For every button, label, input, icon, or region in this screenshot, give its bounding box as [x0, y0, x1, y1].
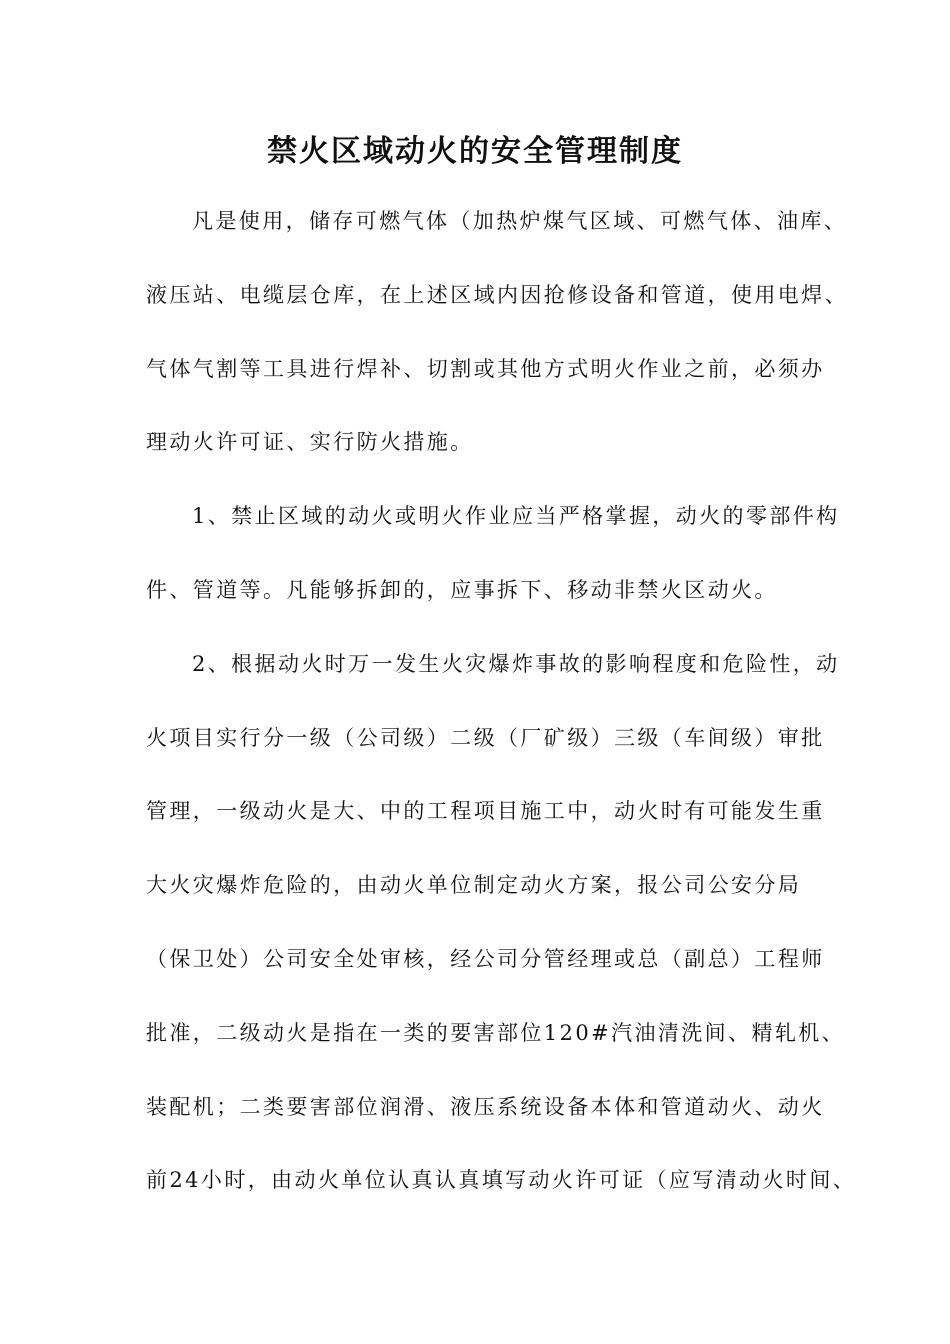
- paragraph-line: （保卫处）公司安全处审核，经公司分管经理或总（副总）工程师: [146, 946, 825, 971]
- paragraph-line: 2、根据动火时万一发生火灾爆炸事故的影响程度和危险性，动: [192, 651, 840, 676]
- paragraph-line: 1、禁止区域的动火或明火作业应当严格掌握，动火的零部件构: [192, 504, 840, 529]
- paragraph-line: 管理，一级动火是大、中的工程项目施工中，动火时有可能发生重: [146, 799, 825, 824]
- paragraph-line: 大火灾爆炸危险的，由动火单位制定动火方案，报公司公安分局: [146, 873, 802, 898]
- paragraph-line: 装配机；二类要害部位润滑、液压系统设备本体和管道动火、动火: [146, 1094, 825, 1119]
- paragraph-line: 火项目实行分一级（公司级）二级（厂矿级）三级（车间级）审批: [146, 725, 825, 750]
- paragraph-line: 气体气割等工具进行焊补、切割或其他方式明火作业之前，必须办: [146, 356, 825, 381]
- document-title: 禁火区域动火的安全管理制度: [267, 134, 683, 169]
- paragraph-line: 液压站、电缆层仓库，在上述区域内因抢修设备和管道，使用电焊、: [146, 282, 848, 307]
- paragraph-line: 凡是使用，储存可燃气体（加热炉煤气区域、可燃气体、油库、: [192, 209, 848, 233]
- paragraph-line: 批准，二级动火是指在一类的要害部位120#汽油清洗间、精轧机、: [146, 1020, 846, 1045]
- paragraph-line: 理动火许可证、实行防火措施。: [146, 430, 474, 455]
- paragraph-line: 前24小时，由动火单位认真认真填写动火许可证（应写清动火时间、: [146, 1168, 857, 1193]
- document-body: [146, 196, 857, 1229]
- paragraph-line: 件、管道等。凡能够拆卸的，应事拆下、移动非禁火区动火。: [146, 577, 778, 602]
